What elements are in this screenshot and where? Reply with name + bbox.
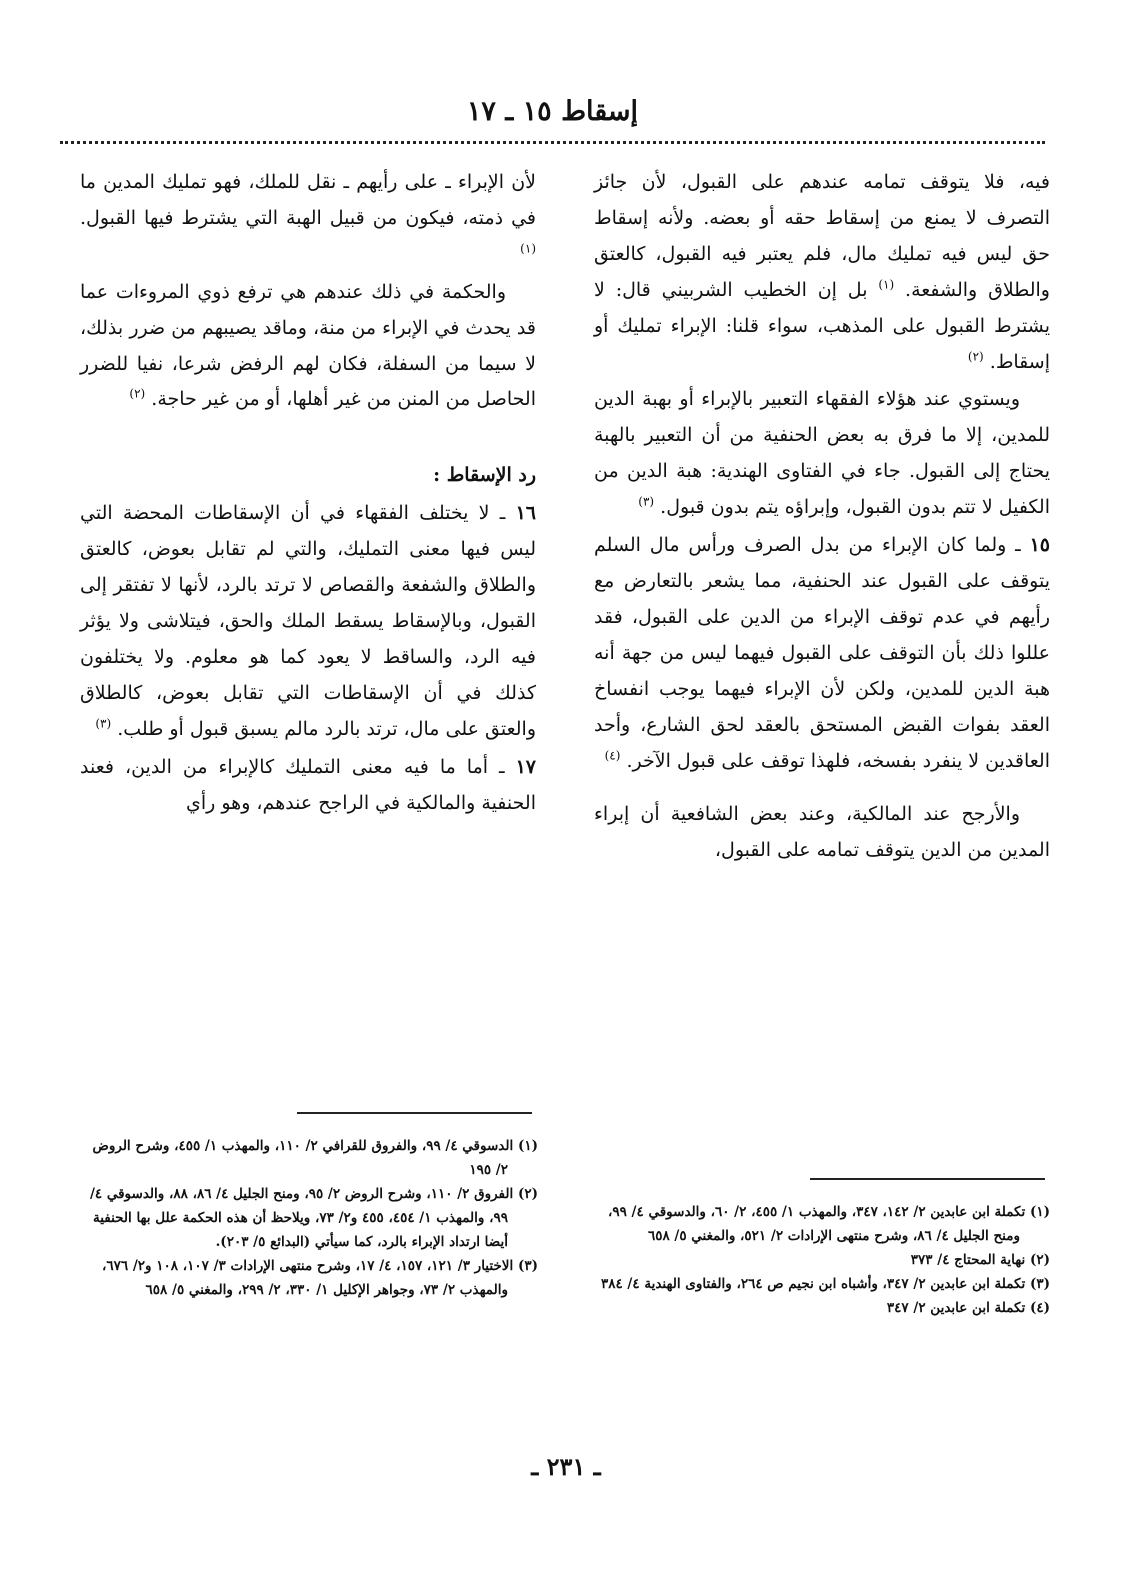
footnote-ref: (٣) [95, 716, 112, 731]
footnote-item: (١) تكملة ابن عابدين ٢/ ١٤٢، ٣٤٧، والمهذب ١/ ٤٥٥، ٢/ ٦٠، والدسوقي ٤/ ٩٩، ومنح الجليل ٤/ ٨٦، وشرح منتهى الإرادات ٢/ ٥٢١، والمغني ٥/ ٦٥٨ [607, 1204, 1050, 1245]
page-number: ـ ٢٣١ ـ [531, 1452, 601, 1481]
footnotes-right-column [592, 1200, 1050, 1320]
left-text-column [80, 165, 536, 823]
footnote-item: (٣) تكملة ابن عابدين ٢/ ٣٤٧، وأشباه ابن نجيم ص ٢٦٤، والفتاوى الهندية ٤/ ٣٨٤ [600, 1276, 1050, 1293]
numbered-paragraph-15 [594, 528, 1050, 779]
paragraph-text: فيه، فلا يتوقف تمامه عندهم على القبول، لأن جائز التصرف لا يمنع من إسقاط حقه أو بعضه. ولأنه إسقاط حق ليس فيه تمليك مال، فلم يعتبر فيه القبول، كالعتق والطلاق والشفعة. [594, 171, 1050, 301]
paragraph-number: ١٧ [515, 755, 537, 778]
footnote-ref: (٢) [129, 387, 146, 402]
paragraph [594, 165, 1050, 380]
paragraph-text: ويستوي عند هؤلاء الفقهاء التعبير بالإبراء أو بهبة الدين للمدين، إلا ما فرق به بعض الحنفية من أن التعبير بالهبة يحتاج إلى القبول. جاء في الفتاوى الهندية: هبة الدين من الكفيل لا تتم بدون القبول، وإبراؤه يتم بدون قبول. [594, 388, 1050, 519]
footnote-ref: (٤) [604, 748, 621, 763]
paragraph-text: ـ أما ما فيه معنى التمليك كالإبراء من الدين، فعند الحنفية والمالكية في الراجح عندهم، وهو رأي [80, 755, 536, 814]
paragraph-text: ـ لا يختلف الفقهاء في أن الإسقاطات المحضة التي ليس فيها معنى التمليك، والتي لم تقابل بعوض، كالعتق والطلاق والشفعة والقصاص لا ترتد بالرد، لأنها لا تفتقر إلى القبول، وبالإسقاط يسقط الملك والحق، فيتلاشى ولا يؤثر فيه الرد، والساقط لا يعود كما هو معلوم. ولا يختلفون كذلك في أن الإسقاطات التي تقابل بعوض، كالطلاق والعتق على مال، ترتد بالرد مالم يسبق قبول أو طلب. [80, 502, 536, 740]
numbered-paragraph-17 [80, 750, 536, 822]
footnote-divider [297, 1112, 532, 1114]
paragraph [594, 797, 1050, 869]
footnote-item: (٢) الفروق ٢/ ١١٠، وشرح الروض ٢/ ٩٥، ومنح الجليل ٤/ ٨٦، ٨٨، والدسوقي ٤/ ٩٩، والمهذب ١/ ٤٥٤، ٤٥٥ و٢/ ٧٣، ويلاحظ أن هذه الحكمة علل بها الحنفية أيضا ارتداد الإبراء بالرد، كما سيأتي (البدائع ٥/ ٢٠٣). [89, 1186, 538, 1251]
paragraph [80, 165, 536, 273]
footnote-item: (٣) الاختيار ٣/ ١٢١، ١٥٧، ٤/ ١٧، وشرح منتهى الإرادات ٣/ ١٠٧، ١٠٨ و٢/ ٦٧٦، والمهذب ٢/ ٧٣، وجواهر الإكليل ١/ ٣٣٠، ٢/ ٢٩٩، والمغني ٥/ ٦٥٨ [102, 1258, 538, 1299]
numbered-paragraph-16 [80, 496, 536, 747]
right-text-column [594, 165, 1050, 871]
paragraph-text: ـ ولما كان الإبراء من بدل الصرف ورأس مال السلم يتوقف على القبول عند الحنفية، مما يشعر بالتعارض مع رأيهم في عدم توقف الإبراء من الدين على القبول، فقد عللوا ذلك بأن التوقف على القبول فيهما ليس من جهة أنه هبة الدين للمدين، ولكن لأن الإبراء فيهما يوجب انفساخ العقد بفوات القبض المستحق بالعقد لحق الشارع، وأحد العاقدين لا ينفرد بفسخه، فلهذا توقف على قبول الآخر. [594, 534, 1050, 772]
paragraph-text: بل إن الخطيب الشربيني قال: لا يشترط القبول على المذهب، سواء قلنا: الإبراء تمليك أو إسقاط. [594, 278, 1050, 373]
footnote-ref: (٣) [638, 494, 655, 509]
header-dotted-divider [60, 141, 1045, 144]
footnote-ref: (١) [878, 277, 895, 292]
paragraph [594, 382, 1050, 526]
footnotes-left-column [80, 1134, 538, 1302]
paragraph-number: ١٥ [1029, 534, 1050, 557]
paragraph-text: والحكمة في ذلك عندهم هي ترفع ذوي المروءات عما قد يحدث في الإبراء من منة، وماقد يصيبهم من ضرر بذلك، لا سيما من السفلة، فكان لهم الرفض شرعا، نفيا للضرر الحاصل من المنن من غير أهلها، أو من غير حاجة. [80, 280, 536, 411]
footnote-ref: (١) [520, 241, 536, 256]
footnote-item: (١) الدسوقي ٤/ ٩٩، والفروق للقرافي ٢/ ١١٠، والمهذب ١/ ٤٥٥، وشرح الروض ٢/ ١٩٥ [92, 1138, 538, 1179]
paragraph-number: ١٦ [515, 502, 536, 525]
footnote-item: (٢) نهاية المحتاج ٤/ ٣٧٣ [910, 1252, 1050, 1269]
paragraph [80, 275, 536, 419]
footnote-divider [810, 1178, 1045, 1180]
page-header-title: إسقاط ١٥ ـ ١٧ [466, 96, 639, 127]
section-heading: رد الإسقاط : [433, 464, 536, 487]
footnote-item: (٤) تكملة ابن عابدين ٢/ ٣٤٧ [886, 1300, 1050, 1317]
paragraph-text: والأرجح عند المالكية، وعند بعض الشافعية أن إبراء المدين من الدين يتوقف تمامه على القبول، [594, 803, 1050, 862]
paragraph-text: لأن الإبراء ـ على رأيهم ـ نقل للملك، فهو تمليك المدين ما في ذمته، فيكون من قبيل الهبة التي يشترط فيها القبول. [80, 171, 536, 229]
footnote-ref: (٢) [967, 349, 984, 364]
